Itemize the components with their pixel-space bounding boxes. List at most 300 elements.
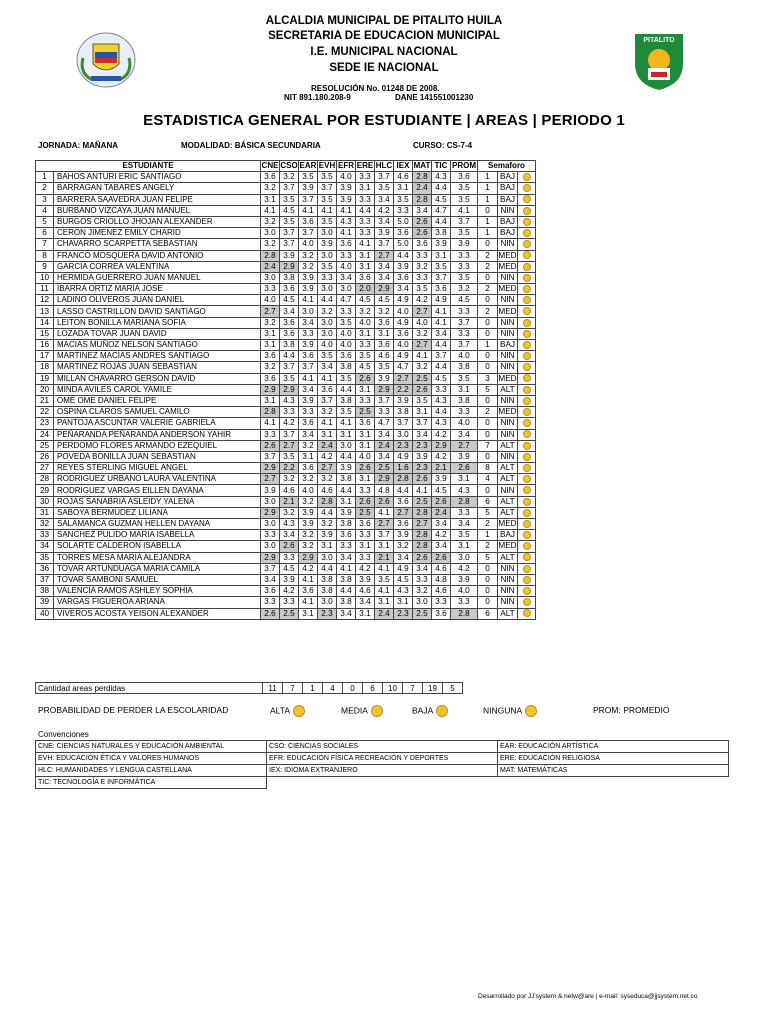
grade-cell: 3.7 <box>432 272 451 283</box>
average-cell: 4.0 <box>451 351 478 362</box>
grade-cell: 2.9 <box>261 507 280 518</box>
grade-cell: 4.1 <box>318 373 337 384</box>
student-name: TOVAR ARTUNDUAGA MARIA CAMILA <box>54 563 261 574</box>
grade-cell: 4.3 <box>432 418 451 429</box>
grade-cell: 3.8 <box>432 228 451 239</box>
table-row <box>36 362 536 373</box>
convention-cell: CSO: CIENCIAS SOCIALES <box>267 741 498 753</box>
grade-cell: 3.3 <box>261 284 280 295</box>
grade-cell: 3.7 <box>394 418 413 429</box>
row-number: 38 <box>36 586 54 597</box>
convention-cell: IEX: IDIOMA EXTRANJERO <box>267 765 498 777</box>
semaforo-code: BAJ <box>498 194 518 205</box>
semaforo-code: ALT <box>498 507 518 518</box>
happy-face-icon <box>523 319 531 327</box>
average-cell: 3.8 <box>451 362 478 373</box>
grade-cell: 2.4 <box>375 608 394 619</box>
grade-cell: 3.5 <box>337 407 356 418</box>
grade-cell: 3.9 <box>280 574 299 585</box>
row-number: 20 <box>36 384 54 395</box>
grade-cell: 3.1 <box>261 395 280 406</box>
grade-cell: 3.9 <box>318 530 337 541</box>
areas-lost-cell: 2 <box>478 407 498 418</box>
worried-face-icon <box>523 285 531 293</box>
grades-body <box>36 172 536 620</box>
sad-face-icon <box>523 386 531 394</box>
grade-cell: 3.5 <box>356 351 375 362</box>
grade-cell: 4.8 <box>375 485 394 496</box>
areas-lost-cell: 0 <box>478 272 498 283</box>
grade-cell: 2.9 <box>375 284 394 295</box>
sad-face-icon <box>523 475 531 483</box>
row-number: 28 <box>36 474 54 485</box>
grade-cell: 4.1 <box>299 205 318 216</box>
student-name: POVEDA BONILLA JUAN SEBASTIAN <box>54 451 261 462</box>
grade-cell: 3.5 <box>318 261 337 272</box>
grade-cell: 3.9 <box>299 519 318 530</box>
row-number: 29 <box>36 485 54 496</box>
student-name: ROJAS SANABRIA ASLEIDY YALENA <box>54 496 261 507</box>
student-name: IBARRA ORTIZ MARIA JOSE <box>54 284 261 295</box>
grade-cell: 2.4 <box>432 507 451 518</box>
grade-cell: 3.0 <box>318 284 337 295</box>
grade-cell: 4.1 <box>375 586 394 597</box>
convention-cell-empty <box>267 777 498 789</box>
grade-cell: 3.0 <box>318 228 337 239</box>
grade-cell: 4.0 <box>356 317 375 328</box>
student-name: SANCHEZ PULIDO MARIA ISABELLA <box>54 530 261 541</box>
grade-cell: 4.4 <box>394 250 413 261</box>
semaforo-face <box>518 496 536 507</box>
grade-cell: 3.0 <box>394 429 413 440</box>
grade-cell: 3.6 <box>280 328 299 339</box>
grade-cell: 2.1 <box>375 552 394 563</box>
grade-cell: 2.5 <box>413 373 432 384</box>
average-cell: 3.4 <box>451 429 478 440</box>
areas-lost-cell: 0 <box>478 351 498 362</box>
grade-cell: 2.6 <box>413 228 432 239</box>
grade-cell: 4.9 <box>394 351 413 362</box>
happy-face-icon <box>523 598 531 606</box>
neutral-face-icon <box>523 184 531 192</box>
grade-cell: 3.6 <box>432 608 451 619</box>
semaforo-face <box>518 407 536 418</box>
grade-cell: 4.1 <box>337 228 356 239</box>
average-cell: 3.1 <box>451 541 478 552</box>
grade-cell: 2.8 <box>413 507 432 518</box>
grade-cell: 3.4 <box>413 205 432 216</box>
grade-cell: 3.4 <box>375 272 394 283</box>
grade-cell: 3.1 <box>375 597 394 608</box>
semaforo-code: NIN <box>498 574 518 585</box>
semaforo-code: BAJ <box>498 216 518 227</box>
grade-cell: 3.2 <box>299 530 318 541</box>
semaforo-face <box>518 474 536 485</box>
happy-face-icon <box>523 363 531 371</box>
areas-lost-count: 10 <box>383 683 403 694</box>
table-row <box>36 351 536 362</box>
areas-lost-cell: 4 <box>478 474 498 485</box>
grade-cell: 3.9 <box>299 183 318 194</box>
grade-cell: 4.6 <box>318 485 337 496</box>
grade-cell: 4.7 <box>337 295 356 306</box>
grade-cell: 2.4 <box>318 440 337 451</box>
semaforo-code: NIN <box>498 451 518 462</box>
worried-face-icon <box>523 374 531 382</box>
grade-cell: 4.5 <box>394 574 413 585</box>
grade-cell: 4.3 <box>432 395 451 406</box>
grade-cell: 3.7 <box>280 429 299 440</box>
grade-cell: 2.7 <box>375 250 394 261</box>
areas-lost-count: 0 <box>343 683 363 694</box>
semaforo-face <box>518 306 536 317</box>
grade-cell: 2.3 <box>394 440 413 451</box>
row-number: 31 <box>36 507 54 518</box>
grade-cell: 3.8 <box>337 519 356 530</box>
grade-cell: 3.3 <box>356 194 375 205</box>
areas-lost-cell: 0 <box>478 395 498 406</box>
grade-cell: 4.0 <box>337 261 356 272</box>
convention-cell: MAT: MATEMÁTICAS <box>498 765 729 777</box>
grade-cell: 3.8 <box>337 474 356 485</box>
grade-cell: 3.1 <box>356 541 375 552</box>
grade-cell: 3.7 <box>280 228 299 239</box>
grade-cell: 4.6 <box>375 351 394 362</box>
grade-cell: 4.2 <box>280 586 299 597</box>
grade-cell: 3.0 <box>318 597 337 608</box>
table-row <box>36 574 536 585</box>
grade-cell: 3.9 <box>394 395 413 406</box>
grade-cell: 4.2 <box>432 429 451 440</box>
legend-media-label: MEDIA <box>341 705 368 716</box>
grade-cell: 3.1 <box>261 328 280 339</box>
grade-cell: 4.0 <box>394 306 413 317</box>
average-cell: 3.5 <box>451 530 478 541</box>
happy-face-icon <box>523 274 531 282</box>
student-name: LASSO CASTRILLON DAVID SANTIAGO <box>54 306 261 317</box>
grade-cell: 3.5 <box>337 373 356 384</box>
table-row <box>36 172 536 183</box>
semaforo-face <box>518 261 536 272</box>
grade-cell: 3.9 <box>375 373 394 384</box>
grade-cell: 3.1 <box>356 474 375 485</box>
grade-cell: 3.4 <box>337 608 356 619</box>
semaforo-face <box>518 284 536 295</box>
semaforo-code: MED <box>498 306 517 316</box>
grade-cell: 3.6 <box>261 373 280 384</box>
grade-cell: 2.6 <box>413 474 432 485</box>
sad-face-icon <box>523 553 531 561</box>
grade-cell: 3.3 <box>413 250 432 261</box>
table-row <box>36 261 536 272</box>
student-name: TOVAR SAMBONI SAMUEL <box>54 574 261 585</box>
semaforo-face <box>518 228 536 239</box>
grade-cell: 3.5 <box>413 284 432 295</box>
convention-cell: CNE: CIENCIAS NATURALES Y EDUCACIÓN AMBIENTAL <box>36 741 267 753</box>
worried-face-icon <box>371 705 383 717</box>
grade-cell: 3.0 <box>318 328 337 339</box>
areas-lost-count: 4 <box>323 683 343 694</box>
table-row <box>36 485 536 496</box>
legend-baja <box>412 705 448 717</box>
areas-lost-cell: 0 <box>478 362 498 373</box>
semaforo-face <box>518 541 536 552</box>
grade-cell: 3.3 <box>280 597 299 608</box>
grade-cell: 3.0 <box>261 519 280 530</box>
student-name: GARCIA CORREA VALENTINA <box>54 261 261 272</box>
grade-cell: 3.6 <box>394 328 413 339</box>
student-name: VALENCIA RAMOS ASHLEY SOPHIA <box>54 586 261 597</box>
grade-cell: 3.4 <box>413 563 432 574</box>
areas-lost-cell: 0 <box>478 597 498 608</box>
average-cell: 3.7 <box>451 317 478 328</box>
row-number: 36 <box>36 563 54 574</box>
semaforo-code: ALT <box>498 463 518 474</box>
average-cell: 3.5 <box>451 228 478 239</box>
grade-cell: 4.5 <box>280 205 299 216</box>
student-name: RODRIGUEZ VARGAS EILLEN DAYANA <box>54 485 261 496</box>
grade-cell: 3.3 <box>299 328 318 339</box>
grade-cell: 4.7 <box>375 418 394 429</box>
areas-lost-cell: 0 <box>478 586 498 597</box>
semaforo-face <box>518 183 536 194</box>
semaforo-face <box>518 373 536 384</box>
grade-cell: 4.3 <box>394 586 413 597</box>
grade-cell: 3.6 <box>375 340 394 351</box>
areas-lost-cell: 2 <box>478 519 498 530</box>
grade-cell: 4.1 <box>318 418 337 429</box>
areas-lost-count: 19 <box>423 683 443 694</box>
grade-cell: 3.9 <box>261 485 280 496</box>
average-cell: 3.8 <box>451 395 478 406</box>
grade-cell: 3.1 <box>356 250 375 261</box>
student-name: LEITON BONILLA MARIANA SOFIA <box>54 317 261 328</box>
grade-cell: 4.9 <box>394 563 413 574</box>
header-campus: SEDE IE NACIONAL <box>329 62 439 74</box>
grade-cell: 2.8 <box>413 541 432 552</box>
areas-lost-cell: 0 <box>478 485 498 496</box>
grade-cell: 4.4 <box>432 340 451 351</box>
grade-cell: 3.4 <box>413 429 432 440</box>
happy-face-icon <box>523 330 531 338</box>
grade-cell: 3.1 <box>394 597 413 608</box>
areas-lost-cell: 0 <box>478 451 498 462</box>
grade-cell: 3.8 <box>280 340 299 351</box>
happy-face-icon <box>523 576 531 584</box>
grade-cell: 3.3 <box>280 407 299 418</box>
semaforo-face <box>518 205 536 216</box>
areas-lost-cell: 1 <box>478 228 498 239</box>
student-name: CHAVARRO SCARPETTA SEBASTIAN <box>54 239 261 250</box>
grade-cell: 4.5 <box>356 295 375 306</box>
student-name: OME OME DANIEL FELIPE <box>54 395 261 406</box>
grade-cell: 3.5 <box>337 317 356 328</box>
areas-lost-cell: 1 <box>478 183 498 194</box>
grade-cell: 3.0 <box>413 597 432 608</box>
jornada-label: JORNADA: MAÑANA <box>38 141 118 150</box>
grade-cell: 2.1 <box>280 496 299 507</box>
areas-lost-cell: 0 <box>478 295 498 306</box>
row-number: 32 <box>36 519 54 530</box>
grade-cell: 2.2 <box>280 463 299 474</box>
student-name: RODRIGUEZ URBANO LAURA VALENTINA <box>54 474 261 485</box>
grade-cell: 3.9 <box>375 228 394 239</box>
grade-cell: 3.4 <box>299 384 318 395</box>
row-number: 2 <box>36 183 54 194</box>
grade-cell: 3.6 <box>318 384 337 395</box>
grade-cell: 3.5 <box>413 395 432 406</box>
table-row <box>36 496 536 507</box>
grade-cell: 3.2 <box>280 474 299 485</box>
grade-cell: 3.5 <box>318 216 337 227</box>
semaforo-face <box>518 216 536 227</box>
student-name: SALAMANCA GUZMAN HELLEN DAYANA <box>54 519 261 530</box>
grade-cell: 3.5 <box>432 261 451 272</box>
semaforo-code: MED <box>498 407 517 417</box>
convention-cell: ERE: EDUCACIÓN RELIGIOSA <box>498 753 729 765</box>
conventions-table <box>35 740 729 789</box>
row-number: 11 <box>36 284 54 295</box>
legend-alta <box>270 705 305 717</box>
row-number: 15 <box>36 328 54 339</box>
grade-cell: 2.5 <box>356 407 375 418</box>
grade-cell: 2.7 <box>261 306 280 317</box>
semaforo-code: ALT <box>498 474 518 485</box>
table-row <box>36 239 536 250</box>
grade-cell: 4.6 <box>356 586 375 597</box>
semaforo-code: NIN <box>498 563 518 574</box>
grade-cell: 4.1 <box>299 597 318 608</box>
grade-cell: 3.8 <box>337 597 356 608</box>
grade-cell: 3.5 <box>280 194 299 205</box>
column-header: EAR <box>299 161 317 171</box>
grade-cell: 3.4 <box>261 574 280 585</box>
grade-cell: 2.6 <box>356 496 375 507</box>
areas-lost-cell: 1 <box>478 340 498 351</box>
happy-face-icon <box>523 240 531 248</box>
sad-face-icon <box>523 609 531 617</box>
grade-cell: 3.5 <box>299 172 318 183</box>
semaforo-code: NIN <box>498 429 518 440</box>
grade-cell: 3.6 <box>299 463 318 474</box>
legend-baja-label: BAJA <box>412 705 434 716</box>
semaforo-code: NIN <box>498 295 518 306</box>
grade-cell: 3.2 <box>413 261 432 272</box>
convention-cell: HLC: HUMANIDADES Y LENGUA CASTELLANA <box>36 765 267 777</box>
grade-cell: 4.2 <box>432 530 451 541</box>
grade-cell: 4.4 <box>337 384 356 395</box>
grade-cell: 3.8 <box>337 362 356 373</box>
student-name: MARTINEZ ROJAS JUAN SEBASTIAN <box>54 362 261 373</box>
semaforo-code: NIN <box>498 597 518 608</box>
semaforo-code: MED <box>498 250 517 260</box>
grade-cell: 3.1 <box>318 541 337 552</box>
grade-cell: 3.5 <box>318 194 337 205</box>
grade-cell: 3.0 <box>318 552 337 563</box>
grade-cell: 3.9 <box>299 395 318 406</box>
grade-cell: 4.4 <box>337 451 356 462</box>
convention-cell: EVH: EDUCACIÓN ÉTICA Y VALORES HUMANOS <box>36 753 267 765</box>
happy-face-icon <box>523 486 531 494</box>
grade-cell: 3.6 <box>356 272 375 283</box>
grade-cell: 3.3 <box>356 216 375 227</box>
areas-lost-cell: 3 <box>478 373 498 384</box>
grade-cell: 3.8 <box>280 272 299 283</box>
grade-cell: 3.1 <box>375 328 394 339</box>
column-header: TIC <box>432 161 451 172</box>
student-name: TORRES MESA MARIA ALEJANDRA <box>54 552 261 563</box>
grade-cell: 2.8 <box>261 407 280 418</box>
grade-cell: 3.5 <box>394 194 413 205</box>
average-cell: 3.2 <box>451 284 478 295</box>
grade-cell: 2.5 <box>356 507 375 518</box>
table-row <box>36 541 536 552</box>
semaforo-code: NIN <box>498 362 518 373</box>
grade-cell: 4.1 <box>318 205 337 216</box>
grade-cell: 3.6 <box>337 530 356 541</box>
grade-cell: 4.3 <box>280 519 299 530</box>
grade-cell: 4.9 <box>394 451 413 462</box>
average-cell: 3.3 <box>451 507 478 518</box>
row-number: 25 <box>36 440 54 451</box>
grade-cell: 2.8 <box>413 172 432 183</box>
grade-cell: 3.4 <box>375 261 394 272</box>
semaforo-code: NIN <box>498 586 518 597</box>
areas-lost-cell: 0 <box>478 328 498 339</box>
average-cell: 4.1 <box>451 205 478 216</box>
areas-lost-cell: 8 <box>478 463 498 474</box>
grade-cell: 3.4 <box>375 216 394 227</box>
grade-cell: 3.2 <box>318 519 337 530</box>
conventions-row <box>36 777 729 789</box>
grade-cell: 2.7 <box>261 474 280 485</box>
semaforo-face <box>518 362 536 373</box>
table-row <box>36 328 536 339</box>
report-title: ESTADISTICA GENERAL POR ESTUDIANTE | AREAS | PERIODO 1 <box>143 112 625 129</box>
grade-cell: 3.4 <box>280 530 299 541</box>
happy-face-icon <box>523 207 531 215</box>
areas-lost-count: 1 <box>303 683 323 694</box>
grade-cell: 3.5 <box>375 362 394 373</box>
grade-cell: 3.0 <box>261 228 280 239</box>
row-number: 22 <box>36 407 54 418</box>
grade-cell: 4.5 <box>280 563 299 574</box>
semaforo-code: ALT <box>498 384 518 395</box>
average-cell: 2.8 <box>451 608 478 619</box>
average-cell: 4.5 <box>451 295 478 306</box>
grade-cell: 3.1 <box>261 194 280 205</box>
semaforo-code: NIN <box>498 351 518 362</box>
student-name: BURGOS CRIOLLO JHOJAN ALEXANDER <box>54 216 261 227</box>
grade-cell: 3.7 <box>375 239 394 250</box>
grade-cell: 3.9 <box>280 250 299 261</box>
grade-cell: 3.5 <box>318 172 337 183</box>
grade-cell: 3.6 <box>432 284 451 295</box>
grade-cell: 3.6 <box>394 496 413 507</box>
row-number: 27 <box>36 463 54 474</box>
grade-cell: 3.8 <box>318 574 337 585</box>
grade-cell: 3.3 <box>261 530 280 541</box>
grade-cell: 3.7 <box>375 172 394 183</box>
semaforo-face <box>518 272 536 283</box>
grade-cell: 3.3 <box>356 552 375 563</box>
average-cell: 3.5 <box>451 194 478 205</box>
probability-label: PROBABILIDAD DE PERDER LA ESCOLARIDAD <box>38 705 229 715</box>
grade-cell: 3.9 <box>299 284 318 295</box>
average-cell: 3.7 <box>451 216 478 227</box>
grade-cell: 3.4 <box>337 272 356 283</box>
semaforo-code: NIN <box>498 328 518 339</box>
